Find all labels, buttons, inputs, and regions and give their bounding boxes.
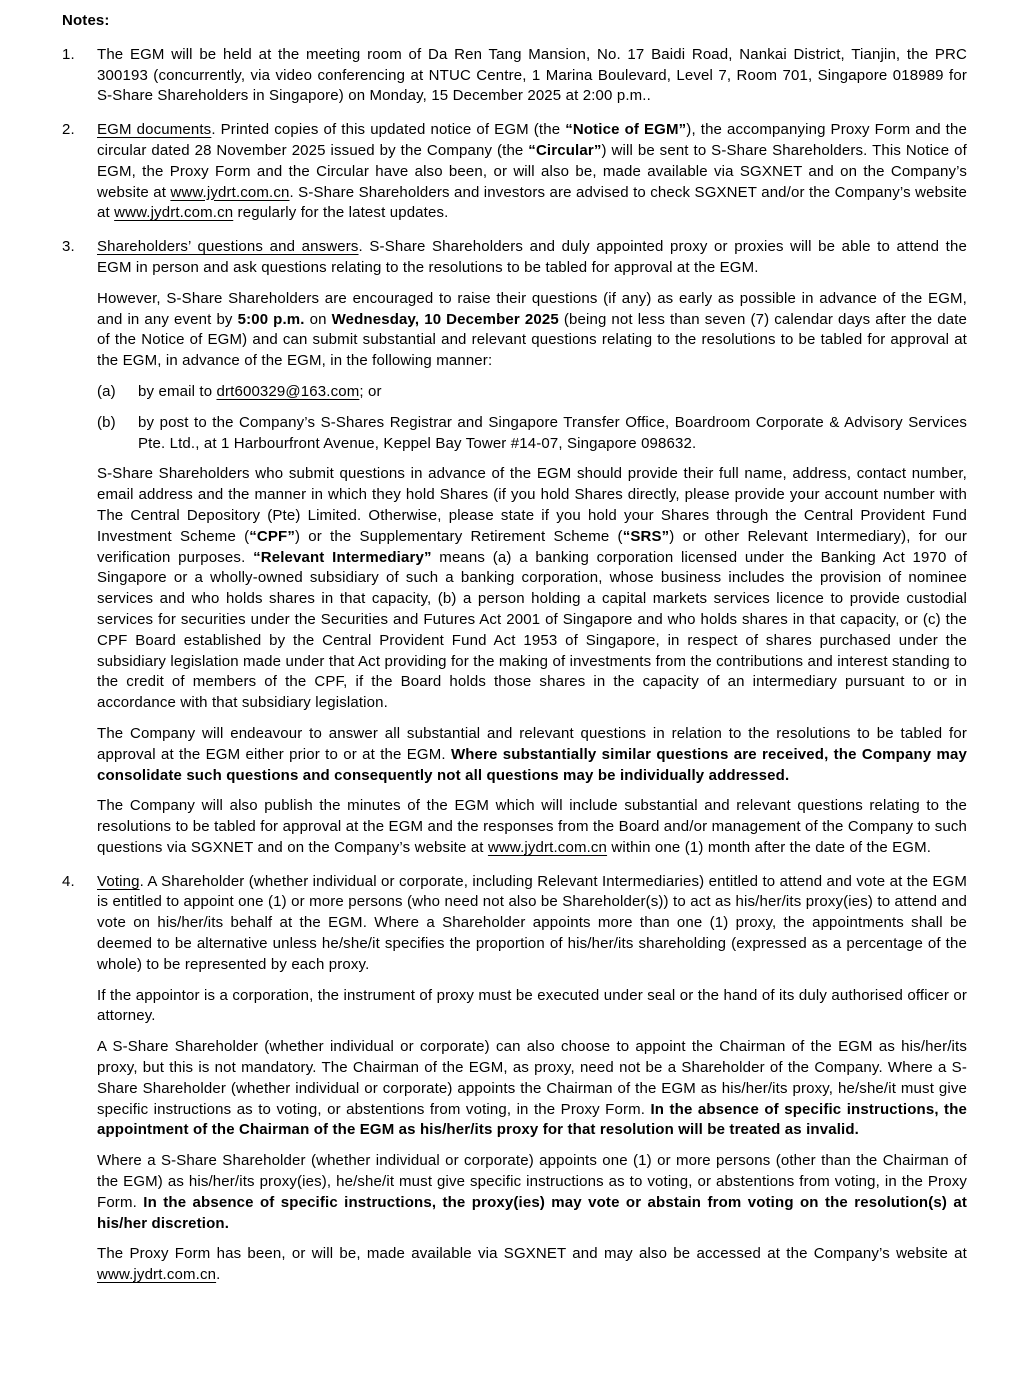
text-run: Where a S-Share Shareholder (whether individual or corporate) appoints one (1) or more persons (other than the Chairman of the EGM) as his/her/its proxy(ies), he/she/it must give specific instructions as to voting, or abstentions from voting, in the Proxy Form. [97,1152,967,1211]
underlined-text-run: Voting [97,872,140,890]
item-number: 4. [62,872,75,890]
note-subitem [97,413,967,455]
bold-text-run: “Notice of EGM” [565,121,687,139]
text-run: The Proxy Form has been, or will be, made available via SGXNET and may also be accessed at the Company’s website at [97,1245,967,1263]
text-run: (being not less than seven (7) calendar days after the date of the Notice of EGM) and can submit substantial and relevant questions relating to the resolutions to be tabled for approval at the EGM, in advance of the EGM, in the following manner: [97,310,968,370]
note-paragraph [97,1151,967,1234]
note-subitem [97,382,967,403]
subitem-text [138,413,967,455]
text-run: The Company will endeavour to answer all substantial and relevant questions in relation to the resolutions to be tabled for approval at the EGM either prior to or at the EGM. [97,724,967,763]
link[interactable]: www.jydrt.com.cn [97,1266,217,1284]
note-paragraph [97,120,967,224]
note-paragraph [97,289,967,372]
link[interactable]: www.jydrt.com.cn [487,838,608,856]
bold-text-run: Where substantially similar questions are received, the Company may consolidate such questions and consequently not all questions may be individually addressed. [97,745,967,784]
text-run: ), the accompanying Proxy Form and the circular dated 28 November 2025 issued by the Company (the [97,121,967,159]
note-paragraph [97,45,967,107]
bold-text-run: “SRS” [622,527,670,545]
item-content [97,120,967,224]
link[interactable]: www.jydrt.com.cn [170,183,290,201]
note-paragraph [97,1244,967,1286]
text-run: ) will be sent to S-Share Shareholders. This Notice of EGM, the Proxy Form and the Circular have also been, or will also be, made available via SGXNET and on the Company’s website at [97,141,967,201]
text-run: If the appointor is a corporation, the instrument of proxy must be executed under seal or the hand of its duly authorised officer or attorney. [97,986,967,1025]
text-run: However, S-Share Shareholders are encouraged to raise their questions (if any) as early as possible in advance of the EGM, and in any event by [97,289,967,328]
note-item [62,237,967,859]
note-item [62,120,967,224]
text-run: . S-Share Shareholders and duly appointed proxy or proxies will be able to attend the EGM in person and ask questions relating to the resolutions to be tabled for approval at the EGM. [97,238,967,276]
note-paragraph [97,872,967,976]
underlined-text-run: Shareholders’ questions and answers [97,238,359,256]
text-run: . [216,1266,221,1284]
item-content [97,237,967,859]
item-number: 1. [62,45,75,63]
notes-list [62,45,967,1286]
text-run: by post to the Company’s S-Shares Registrar and Singapore Transfer Office, Boardroom Corporate & Advisory Services Pte. Ltd., at 1 Harbourfront Avenue, Keppel Bay Tower #14-07, Singapore 098632. [138,413,967,452]
bold-text-run: In the absence of specific instructions, the proxy(ies) may vote or abstain from voting on the resolution(s) at his/her discretion. [97,1193,968,1232]
item-number: 3. [62,238,75,256]
text-run: . S-Share Shareholders and investors are advised to check SGXNET and/or the Company’s website at [97,183,967,222]
text-run: . Printed copies of this updated notice of EGM (the [211,121,566,139]
text-run: ) or the Supplementary Retirement Scheme ( [294,527,623,545]
bold-text-run: “Relevant Intermediary” [253,548,432,566]
note-item [62,872,967,1286]
note-paragraph [97,724,967,786]
item-content [97,872,967,1286]
text-run: by email to [138,382,217,400]
bold-text-run: “Circular” [528,141,602,159]
text-run: ) or other Relevant Intermediary), for our verification purposes. [97,527,967,566]
text-run: regularly for the latest updates. [233,204,449,222]
text-run: on [304,310,332,328]
text-run: A S-Share Shareholder (whether individual or corporate) can also choose to appoint the Chairman of the EGM as his/her/its proxy, but this is not mandatory. The Chairman of the EGM, as proxy, need not be a Shareholder of the Company. Where a S-Share Shareholder (whether individual or corporate) appoints the Chairman of the EGM as his/her/its proxy, he/she/it must give specific instructions as to voting, or abstentions from voting, in the Proxy Form. [97,1038,967,1118]
bold-text-run: 5:00 p.m. [237,310,305,328]
link[interactable]: www.jydrt.com.cn [114,204,234,222]
note-paragraph [97,986,967,1028]
item-number: 2. [62,121,75,139]
text-run: The EGM will be held at the meeting room of Da Ren Tang Mansion, No. 17 Baidi Road, Nankai District, Tianjin, the PRC 300193 (concurrently, via video conferencing at NTUC Centre, 1 Marina Boulevard, Level 7, Room 701, Singapore 018989 for S-Share Shareholders in Singapore) on Monday, 15 December 2025 at 2:00 p.m.. [97,45,967,105]
bold-text-run: In the absence of specific instructions, the appointment of the Chairman of the EGM as his/her/its proxy for that resolution will be treated as invalid. [97,1100,968,1139]
link[interactable]: drt600329@163.com [216,382,360,400]
bold-text-run: Wednesday, 10 December 2025 [331,310,559,328]
text-run: The Company will also publish the minutes of the EGM which will include substantial and relevant questions relating to the resolutions to be tabled for approval at the EGM and the responses from the Board and/or management of the Company to such questions via SGXNET and on the Company’s website at [97,797,967,856]
subitem-marker: (a) [97,382,116,400]
bold-text-run: “CPF” [249,527,295,545]
note-paragraph [97,237,967,279]
note-paragraph [97,1037,967,1141]
subitem-text [138,382,967,403]
note-paragraph [97,796,967,858]
text-run: . A Shareholder (whether individual or corporate, including Relevant Intermediaries) entitled to attend and vote at the EGM is entitled to appoint one (1) or more persons (who need not also be Shareholder(s)) to act as his/her/its proxy(ies) to attend and vote on his/her/its behalf at the EGM. Where a Shareholder appoints more than one (1) proxy, the appointments shall be deemed to be alternative unless he/she/it specifies the proportion of his/her/its shareholding (expressed as a percentage of the whole) to be represented by each proxy. [97,872,967,973]
subitem-marker: (b) [97,413,116,431]
note-item [62,45,967,107]
text-run: means (a) a banking corporation licensed under the Banking Act 1970 of Singapore or a wholly-owned subsidiary of such a banking corporation, whose business includes the provision of nominee services and who holds shares in that capacity, (b) a person holding a capital markets services licence to provide custodial services for securities under the Securities and Futures Act 2001 of Singapore and who holds shares in that capacity, or (c) the CPF Board established by the Central Provident Fund Act 1953 of Singapore, in respect of shares purchased under the subsidiary legislation made under that Act providing for the making of investments from the contributions and interest standing to the credit of members of the CPF, if the Board holds those shares in the capacity of an intermediary pursuant to or in accordance with that subsidiary legislation. [97,548,968,712]
item-content [97,45,967,107]
notes-heading: Notes: [62,12,110,29]
text-run: ; or [359,382,382,400]
underlined-text-run: EGM documents [97,121,212,139]
text-run: S-Share Shareholders who submit questions in advance of the EGM should provide their full name, address, contact number, email address and the manner in which they hold Shares (if you hold Shares directly, please provide your account number with The Central Depository (Pte) Limited. Otherwise, please state if you hold your Shares through the Central Provident Fund Investment Scheme ( [97,465,967,545]
note-paragraph [97,464,967,714]
text-run: within one (1) month after the date of the EGM. [607,838,932,856]
